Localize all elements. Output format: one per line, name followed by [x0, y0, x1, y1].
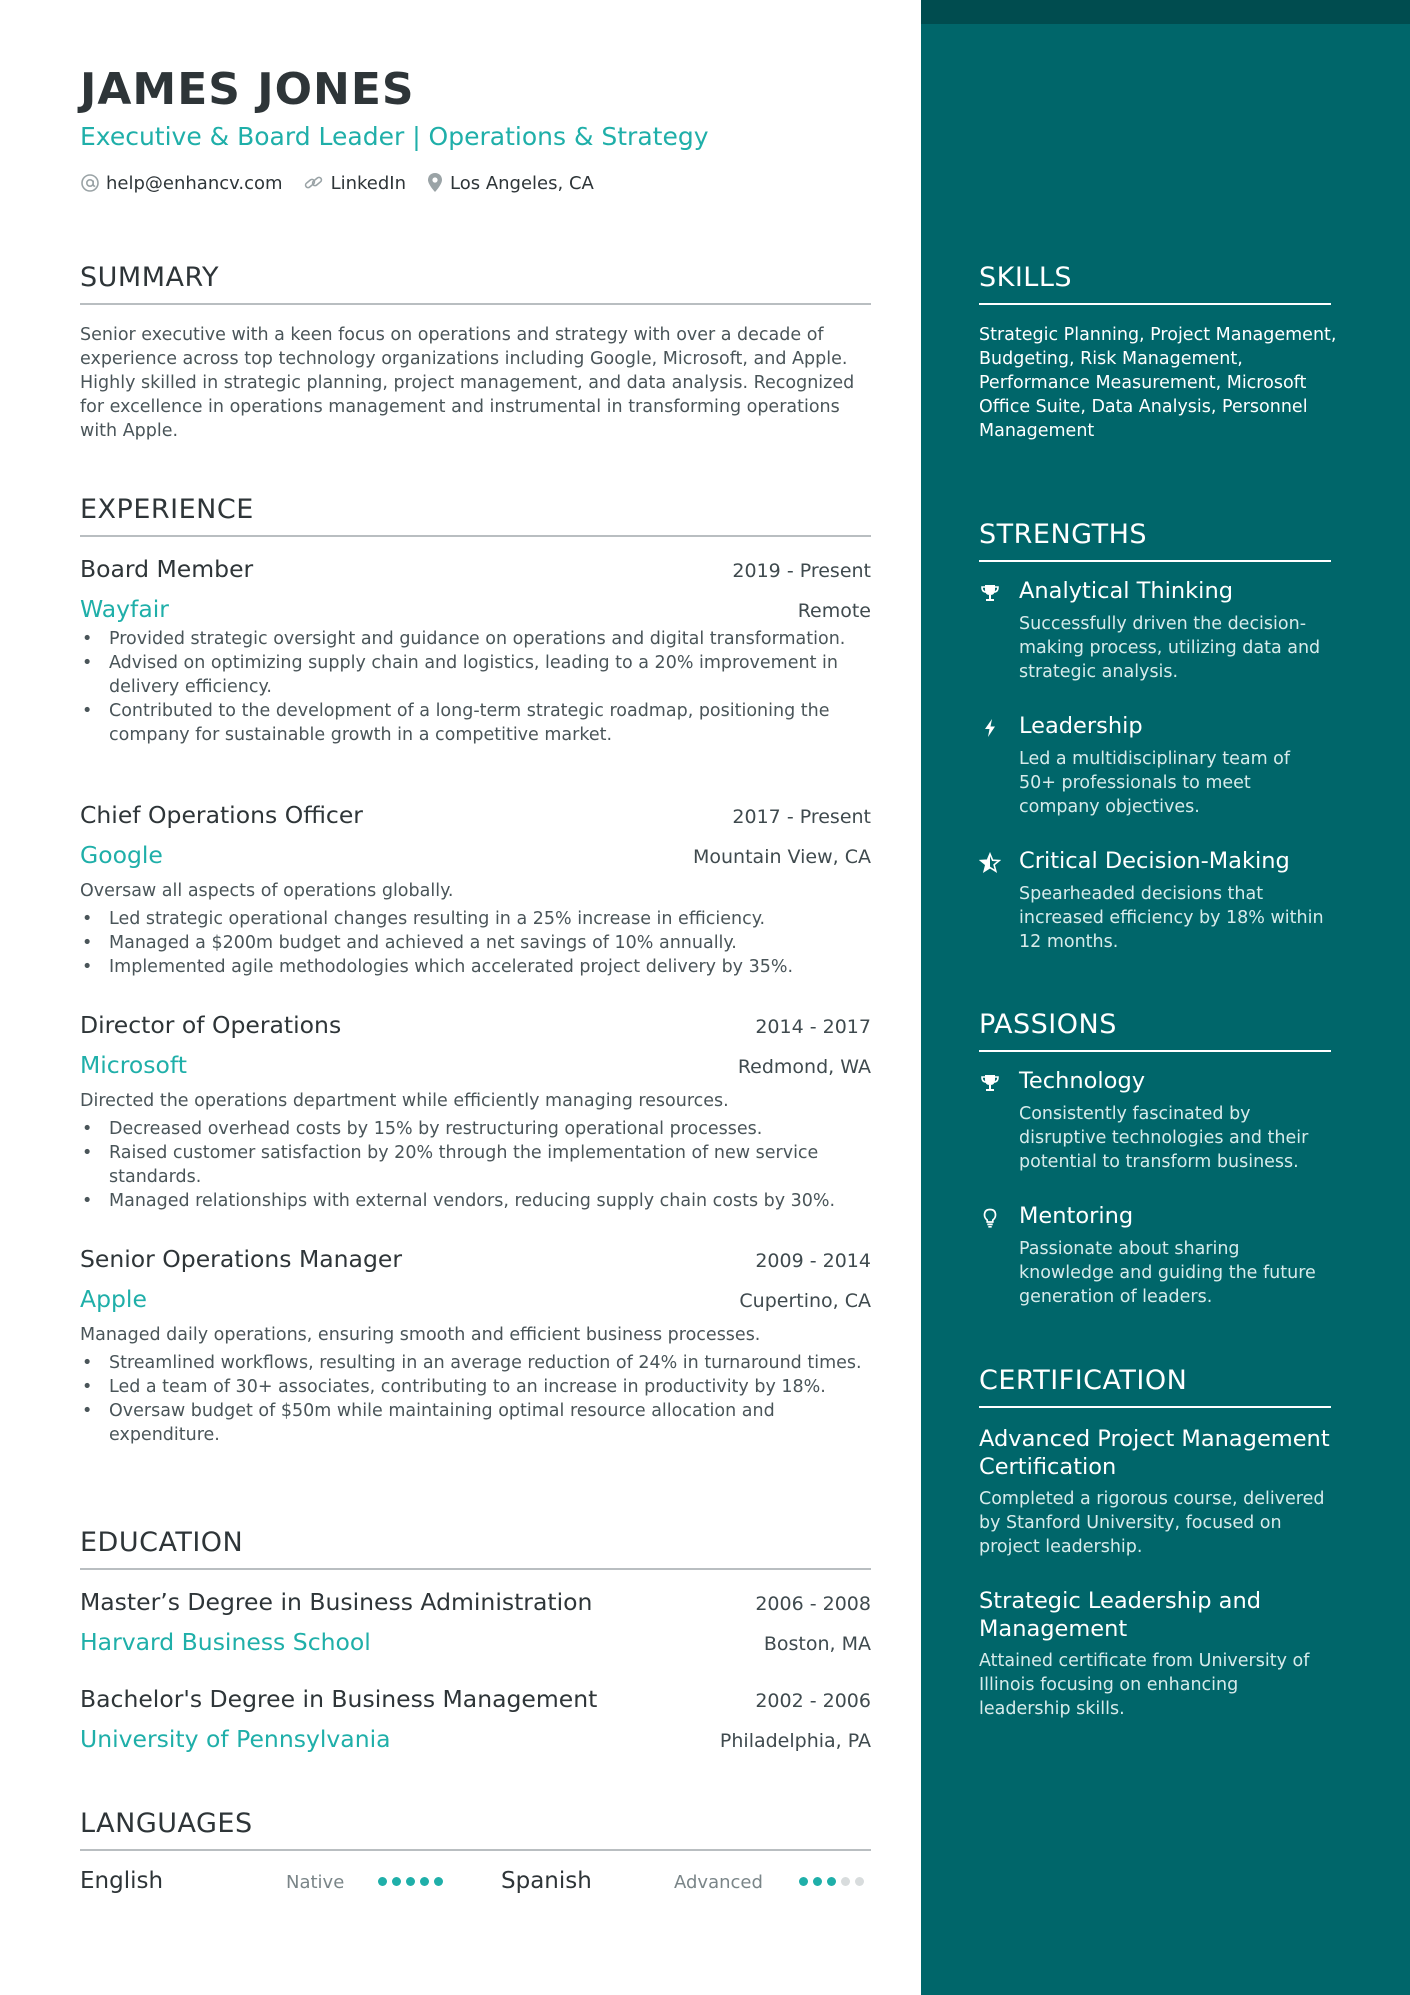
trophy-icon — [979, 582, 1001, 604]
strength-item — [979, 848, 1331, 954]
strength-title: Analytical Thinking — [1019, 578, 1233, 604]
job-entry — [80, 1245, 871, 1447]
language-level: Advanced — [674, 1872, 763, 1893]
job-bullet: • Led strategic operational changes resulting in a 25% increase in efficiency. — [80, 907, 871, 931]
rating-dot-filled — [406, 1877, 415, 1886]
lightning-icon — [979, 717, 1001, 739]
job-role: Chief Operations Officer — [80, 801, 363, 829]
job-bullet: • Managed a $200m budget and achieved a net savings of 10% annually. — [80, 931, 871, 955]
education-dates: 2002 - 2006 — [755, 1690, 871, 1712]
certification-item — [979, 1587, 1331, 1721]
certification-text: Completed a rigorous course, delivered by Stanford University, focused on project leadership. — [979, 1489, 1325, 1557]
job-entry — [80, 555, 871, 747]
job-dates: 2017 - Present — [732, 806, 871, 828]
certification-item — [979, 1425, 1331, 1559]
language-name: English — [80, 1868, 164, 1894]
rating-dot-filled — [378, 1877, 387, 1886]
job-bullet: • Provided strategic oversight and guidance on operations and digital transformation. — [80, 627, 871, 651]
passion-title: Mentoring — [1019, 1203, 1134, 1229]
certification-title: Advanced Project Management Certification — [979, 1426, 1330, 1480]
strength-text: Spearheaded decisions that increased efficiency by 18% within 12 months. — [1019, 884, 1324, 952]
language-level: Native — [286, 1872, 345, 1893]
job-bullet: • Managed relationships with external vendors, reducing supply chain costs by 30%. — [80, 1189, 871, 1213]
strength-text: Led a multidisciplinary team of 50+ professionals to meet company objectives. — [1019, 749, 1291, 817]
contact-linkedin[interactable] — [303, 173, 406, 194]
at-icon — [80, 173, 100, 193]
contact-location-text: Los Angeles, CA — [450, 172, 594, 194]
passions-heading: PASSIONS — [979, 1009, 1331, 1052]
job-bullet: • Contributed to the development of a long-term strategic roadmap, positioning the company for sustainable growth in a competitive market. — [80, 699, 871, 747]
strength-title: Leadership — [1019, 713, 1143, 739]
contact-linkedin-text: LinkedIn — [330, 172, 406, 194]
education-heading: EDUCATION — [80, 1527, 871, 1570]
education-degree: Master’s Degree in Business Administration — [80, 1588, 593, 1616]
candidate-headline: Executive & Board Leader | Operations & Strategy — [80, 122, 709, 151]
job-dates: 2014 - 2017 — [755, 1016, 871, 1038]
language-rating — [378, 1877, 448, 1886]
certification-title: Strategic Leadership and Management — [979, 1588, 1262, 1642]
education-entry — [80, 1588, 871, 1656]
rating-dot-filled — [827, 1877, 836, 1886]
link-icon — [303, 173, 325, 193]
passion-text: Consistently fascinated by disruptive technologies and their potential to transform business. — [1019, 1104, 1309, 1172]
job-role: Senior Operations Manager — [80, 1245, 402, 1273]
rating-dot-filled — [799, 1877, 808, 1886]
skills-heading: SKILLS — [979, 262, 1331, 305]
contact-email[interactable] — [80, 173, 283, 194]
contact-email-text: help@enhancv.com — [106, 172, 283, 194]
job-bullet: • Advised on optimizing supply chain and logistics, leading to a 20% improvement in delivery efficiency. — [80, 651, 871, 699]
job-location: Remote — [797, 600, 871, 622]
job-bullets — [80, 1351, 871, 1447]
passion-item — [979, 1203, 1331, 1309]
education-degree: Bachelor's Degree in Business Management — [80, 1685, 598, 1713]
summary-heading: SUMMARY — [80, 262, 871, 305]
rating-dot-filled — [813, 1877, 822, 1886]
job-bullet: • Oversaw budget of $50m while maintaining optimal resource allocation and expenditure. — [80, 1399, 871, 1447]
job-location: Cupertino, CA — [739, 1290, 871, 1312]
language-rating — [799, 1877, 869, 1886]
job-location: Redmond, WA — [737, 1056, 871, 1078]
job-description: Directed the operations department while efficiently managing resources. — [80, 1091, 729, 1111]
job-dates: 2009 - 2014 — [755, 1250, 871, 1272]
contact-list — [80, 172, 614, 194]
star-icon — [979, 852, 1001, 874]
experience-heading: EXPERIENCE — [80, 494, 871, 537]
education-dates: 2006 - 2008 — [755, 1593, 871, 1615]
education-entry — [80, 1685, 871, 1753]
job-bullet: • Streamlined workflows, resulting in an average reduction of 24% in turnaround times. — [80, 1351, 871, 1375]
certification-text: Attained certificate from University of Illinois focusing on enhancing leadership skills. — [979, 1651, 1310, 1719]
rating-dot-filled — [420, 1877, 429, 1886]
location-pin-icon — [426, 172, 444, 194]
rating-dot-filled — [392, 1877, 401, 1886]
job-bullets — [80, 907, 871, 979]
job-entry — [80, 1011, 871, 1213]
passion-item — [979, 1068, 1331, 1174]
job-bullet: • Decreased overhead costs by 15% by restructuring operational processes. — [80, 1117, 871, 1141]
job-entry — [80, 801, 871, 979]
candidate-name: JAMES JONES — [80, 64, 415, 115]
job-company[interactable]: Microsoft — [80, 1051, 187, 1079]
rating-dot-empty — [841, 1877, 850, 1886]
strengths-heading: STRENGTHS — [979, 519, 1331, 562]
job-company[interactable]: Wayfair — [80, 595, 169, 623]
sidebar — [921, 0, 1410, 1995]
strength-title: Critical Decision-Making — [1019, 848, 1290, 874]
strength-item — [979, 713, 1331, 819]
languages-heading: LANGUAGES — [80, 1808, 871, 1851]
passion-title: Technology — [1019, 1068, 1146, 1094]
job-location: Mountain View, CA — [693, 846, 871, 868]
rating-dot-filled — [434, 1877, 443, 1886]
job-bullets — [80, 1117, 871, 1213]
job-role: Board Member — [80, 555, 254, 583]
job-dates: 2019 - Present — [732, 560, 871, 582]
job-company[interactable]: Google — [80, 841, 163, 869]
rating-dot-empty — [855, 1877, 864, 1886]
sidebar-top-bar — [921, 0, 1410, 24]
education-school[interactable]: University of Pennsylvania — [80, 1725, 391, 1753]
language-name: Spanish — [501, 1868, 592, 1894]
job-bullet: • Led a team of 30+ associates, contributing to an increase in productivity by 18%. — [80, 1375, 871, 1399]
certification-heading: CERTIFICATION — [979, 1365, 1331, 1408]
job-role: Director of Operations — [80, 1011, 342, 1039]
job-description: Managed daily operations, ensuring smooth and efficient business processes. — [80, 1325, 761, 1345]
lightbulb-icon — [979, 1207, 1001, 1229]
education-location: Boston, MA — [763, 1633, 871, 1655]
strength-item — [979, 578, 1331, 684]
job-description: Oversaw all aspects of operations globally. — [80, 881, 454, 901]
job-bullet: • Implemented agile methodologies which accelerated project delivery by 35%. — [80, 955, 871, 979]
skills-text: Strategic Planning, Project Management, Budgeting, Risk Management, Performance Measurement, Microsoft Office Suite, Data Analysis, Personnel Management — [979, 325, 1337, 441]
job-bullet: • Raised customer satisfaction by 20% through the implementation of new service standards. — [80, 1141, 871, 1189]
trophy-icon — [979, 1072, 1001, 1094]
strength-text: Successfully driven the decision-making process, utilizing data and strategic analysis. — [1019, 614, 1321, 682]
job-bullets — [80, 627, 871, 747]
contact-location — [426, 172, 594, 194]
education-school[interactable]: Harvard Business School — [80, 1628, 371, 1656]
summary-text: Senior executive with a keen focus on operations and strategy with over a decade of experience across top technology organizations including Google, Microsoft, and Apple. Highly skilled in strategic planning, project management, and data analysis. Recognized for excellence in operations management and instrumental in transforming operations with Apple. — [80, 325, 855, 441]
languages-list — [80, 1868, 871, 1898]
passion-text: Passionate about sharing knowledge and guiding the future generation of leaders. — [1019, 1239, 1316, 1307]
education-location: Philadelphia, PA — [719, 1730, 871, 1752]
job-company[interactable]: Apple — [80, 1285, 147, 1313]
